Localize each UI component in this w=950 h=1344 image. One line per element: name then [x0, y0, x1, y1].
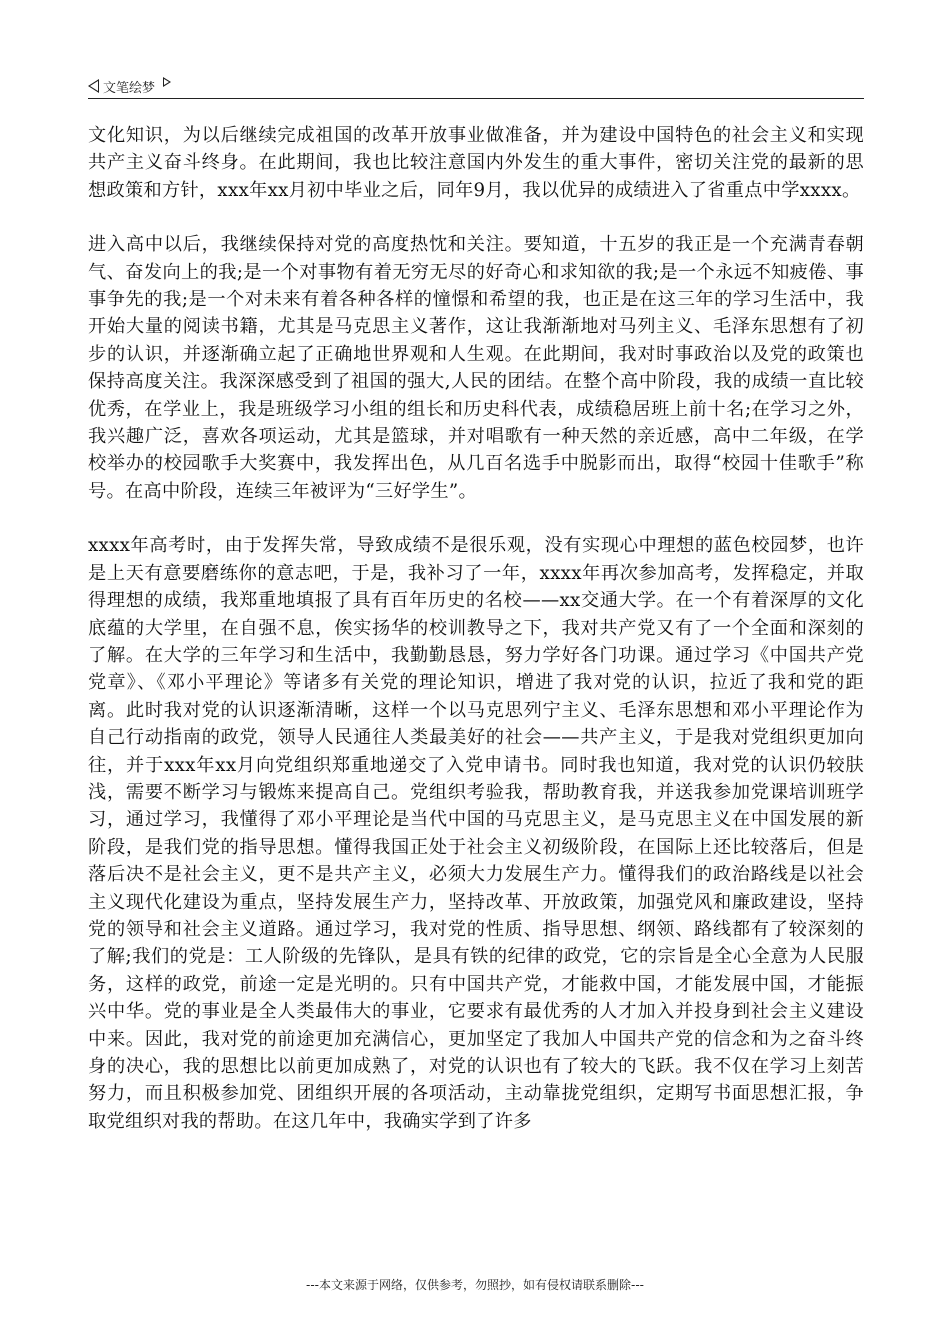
paragraph-2: 进入高中以后，我继续保持对党的高度热忱和关注。要知道，十五岁的我正是一个充满青春朝气、奋发向上的我;是一个对事物有着无穷无尽的好奇心和求知欲的我;是一个永远不知疲倦、事事争先的我;是一个对未来有着各种各样的憧憬和希望的我，也正是在这三年的学习生活中，我开始大量的阅读书籍，尤其是马克思主义著作，这让我渐渐地对马列主义、毛泽东思想有了初步的认识，并逐渐确立起了正确地世界观和人生观。在此期间，我对时事政治以及党的政策也保持高度关注。我深深感受到了祖国的强大,人民的团结。在整个高中阶段，我的成绩一直比较优秀，在学业上，我是班级学习小组的组长和历史科代表，成绩稳居班上前十名;在学习之外，我兴趣广泛，喜欢各项运动，尤其是篮球，并对唱歌有一种天然的亲近感，高中二年级，在学校举办的校园歌手大奖赛中，我发挥出色，从几百名选手中脱影而出，取得“校园十佳歌手”称号。在高中阶段，连续三年被评为“三好学生”。 [88, 234, 864, 502]
paragraph-3: xxxx年高考时，由于发挥失常，导致成绩不是很乐观，没有实现心中理想的蓝色校园梦，也许是上天有意要磨练你的意志吧，于是，我补习了一年，xxxx年再次参加高考，发挥稳定，并取得理想的成绩，我郑重地填报了具有百年历史的名校——xx交通大学。在一个有着深厚的文化底蕴的大学里，在自强不息，俟实扬华的校训教导之下，我对共产党又有了一个全面和深刻的了解。在大学的三年学习和生活中，我勤勤恳恳，努力学好各门功课。通过学习《中国共产党党章》、《邓小平理论》等诸多有关党的理论知识，增进了我对党的认识，拉近了我和党的距离。此时我对党的认识逐渐清晰，这样一个以马克思列宁主义、毛泽东思想和邓小平理论作为自己行动指南的政党，领导人民通往人类最美好的社会——共产主义，于是我对党组织更加向往，并于xxx年xx月向党组织郑重地递交了入党申请书。同时我也知道，我对党的认识仍较肤浅，需要不断学习与锻炼来提高自己。党组织考验我，帮助教育我，并送我参加党课培训班学习，通过学习，我懂得了邓小平理论是当代中国的马克思主义，是马克思主义在中国发展的新阶段，是我们党的指导思想。懂得我国正处于社会主义初级阶段，在国际上还比较落后，但是落后决不是社会主义，更不是共产主义，必须大力发展生产力。懂得我们的政治路线是以社会主义现代化建设为重点，坚持发展生产力，坚持改革、开放政策，加强党风和廉政建设，坚持党的领导和社会主义道路。通过学习，我对党的性质、指导思想、纲领、路线都有了较深刻的了解;我们的党是：工人阶级的先锋队，是具有铁的纪律的政党，它的宗旨是全心全意为人民服务，这样的政党，前途一定是光明的。只有中国共产党，才能救中国，才能发展中国，才能振兴中华。党的事业是全人类最伟大的事业，它要求有最优秀的人才加入并投身到社会主义建设中来。因此，我对党的前途更加充满信心，更加坚定了我加人中国共产党的信念和为之奋斗终身的决心，我的思想比以前更加成熟了，对党的认识也有了较大的飞跃。我不仅在学习上刻苦努力，而且积极参加党、团组织开展的各项活动，主动靠拢党组织，定期写书面思想汇报，争取党组织对我的帮助。在这几年中，我确实学到了许多 [88, 535, 864, 1132]
header-title: 文笔绘梦 [103, 80, 156, 96]
paragraph-1: 文化知识，为以后继续完成祖国的改革开放事业做准备，并为建设中国特色的社会主义和实现共产主义奋斗终身。在此期间，我也比较注意国内外发生的重大事件，密切关注党的最新的思想政策和方针，xxx年xx月初中毕业之后，同年9月，我以优异的成绩进入了省重点中学xxxx。 [88, 125, 864, 201]
page-header [88, 74, 864, 99]
triangle-left-icon [88, 79, 99, 93]
document-body [88, 122, 864, 1162]
triangle-right-icon [163, 77, 171, 87]
page-footer: ---本文来源于网络，仅供参考，勿照抄，如有侵权请联系删除--- [306, 1278, 644, 1292]
